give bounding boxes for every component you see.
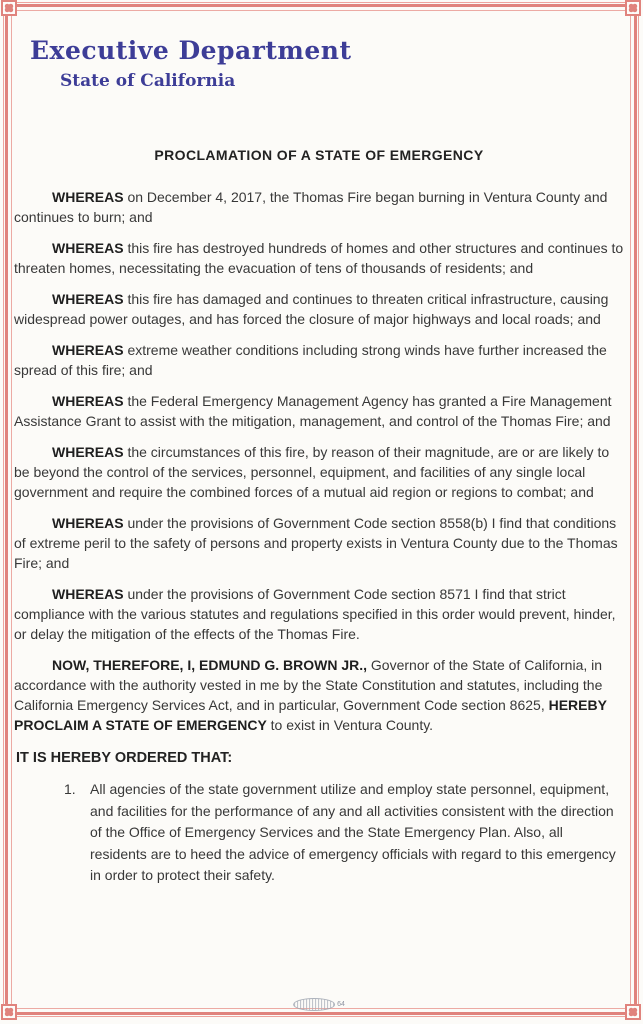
- whereas-paragraph-6: [14, 442, 624, 502]
- corner-rosette-icon: [625, 1004, 641, 1020]
- whereas-text: on December 4, 2017, the Thomas Fire began burning in Ventura County and continues to burn; and: [14, 189, 608, 225]
- whereas-keyword: WHEREAS: [52, 515, 124, 531]
- whereas-text: this fire has destroyed hundreds of homes and other structures and continues to threaten homes, necessitating the evacuation of tens of thousands of residents; and: [14, 240, 624, 276]
- closing-text: Governor of the State of California, in accordance with the authority vested in me by the State Constitution and statutes, including the California Emergency Services Act, and in particular, Government Code section 8625,: [14, 657, 603, 713]
- whereas-paragraph-7: [14, 513, 624, 573]
- union-bug-number: 64: [337, 1001, 345, 1008]
- letterhead-state: State of California: [60, 71, 236, 91]
- whereas-text: under the provisions of Government Code section 8571 I find that strict compliance with the various statutes and regulations specified in this order would prevent, hinder, or delay the mitigation of the effects of the Thomas Fire.: [14, 586, 616, 642]
- closing-lead: NOW, THEREFORE, I, EDMUND G. BROWN JR.,: [52, 657, 368, 673]
- whereas-text: under the provisions of Government Code section 8558(b) I find that conditions of extreme peril to the safety of persons and property exists in Ventura County due to the Thomas Fire; and: [14, 515, 618, 571]
- ordered-item-1: [64, 779, 620, 887]
- whereas-keyword: WHEREAS: [52, 189, 124, 205]
- whereas-keyword: WHEREAS: [52, 586, 124, 602]
- whereas-keyword: WHEREAS: [52, 240, 124, 256]
- ordered-heading: IT IS HEREBY ORDERED THAT:: [16, 750, 233, 766]
- closing-paragraph: [14, 655, 624, 735]
- whereas-text: this fire has damaged and continues to threaten critical infrastructure, causing widespread power outages, and has forced the closure of major highways and local roads; and: [14, 291, 609, 327]
- closing-text-end: to exist in Ventura County.: [266, 717, 434, 733]
- whereas-paragraph-3: [14, 289, 624, 329]
- whereas-paragraph-2: [14, 238, 624, 278]
- whereas-keyword: WHEREAS: [52, 444, 124, 460]
- whereas-keyword: WHEREAS: [52, 342, 124, 358]
- whereas-keyword: WHEREAS: [52, 393, 124, 409]
- corner-rosette-icon: [625, 0, 641, 16]
- ordered-item-number: 1.: [64, 781, 76, 797]
- whereas-paragraph-4: [14, 340, 624, 380]
- whereas-text: the Federal Emergency Management Agency has granted a Fire Management Assistance Grant to assist with the mitigation, management, and control of the Thomas Fire; and: [14, 393, 612, 429]
- printer-union-bug-icon: [293, 998, 345, 1011]
- whereas-paragraph-5: [14, 391, 624, 431]
- whereas-keyword: WHEREAS: [52, 291, 124, 307]
- closing-emphasis: HEREBY PROCLAIM A STATE OF EMERGENCY: [14, 697, 607, 733]
- letterhead: [30, 37, 624, 91]
- ordered-item-text: All agencies of the state government utilize and employ state personnel, equipment, and facilities for the performance of any and all activities consistent with the direction of the Office of Emergency Services and the State Emergency Plan. Also, all residents are to heed the advice of emergency officials with regard to this emergency in order to protect their safety.: [90, 781, 616, 883]
- document-content: [14, 0, 624, 1024]
- whereas-text: extreme weather conditions including strong winds have further increased the spread of this fire; and: [14, 342, 607, 378]
- letterhead-department: Executive Department: [30, 36, 352, 65]
- whereas-text: the circumstances of this fire, by reason of their magnitude, are or are likely to be beyond the control of the services, personnel, equipment, and facilities of any single local government and require the combined forces of a mutual aid region or regions to combat; and: [14, 444, 610, 500]
- union-bug-oval-icon: [293, 998, 335, 1011]
- document-title: PROCLAMATION OF A STATE OF EMERGENCY: [154, 147, 484, 163]
- whereas-paragraph-1: [14, 187, 624, 227]
- whereas-paragraph-8: [14, 584, 624, 644]
